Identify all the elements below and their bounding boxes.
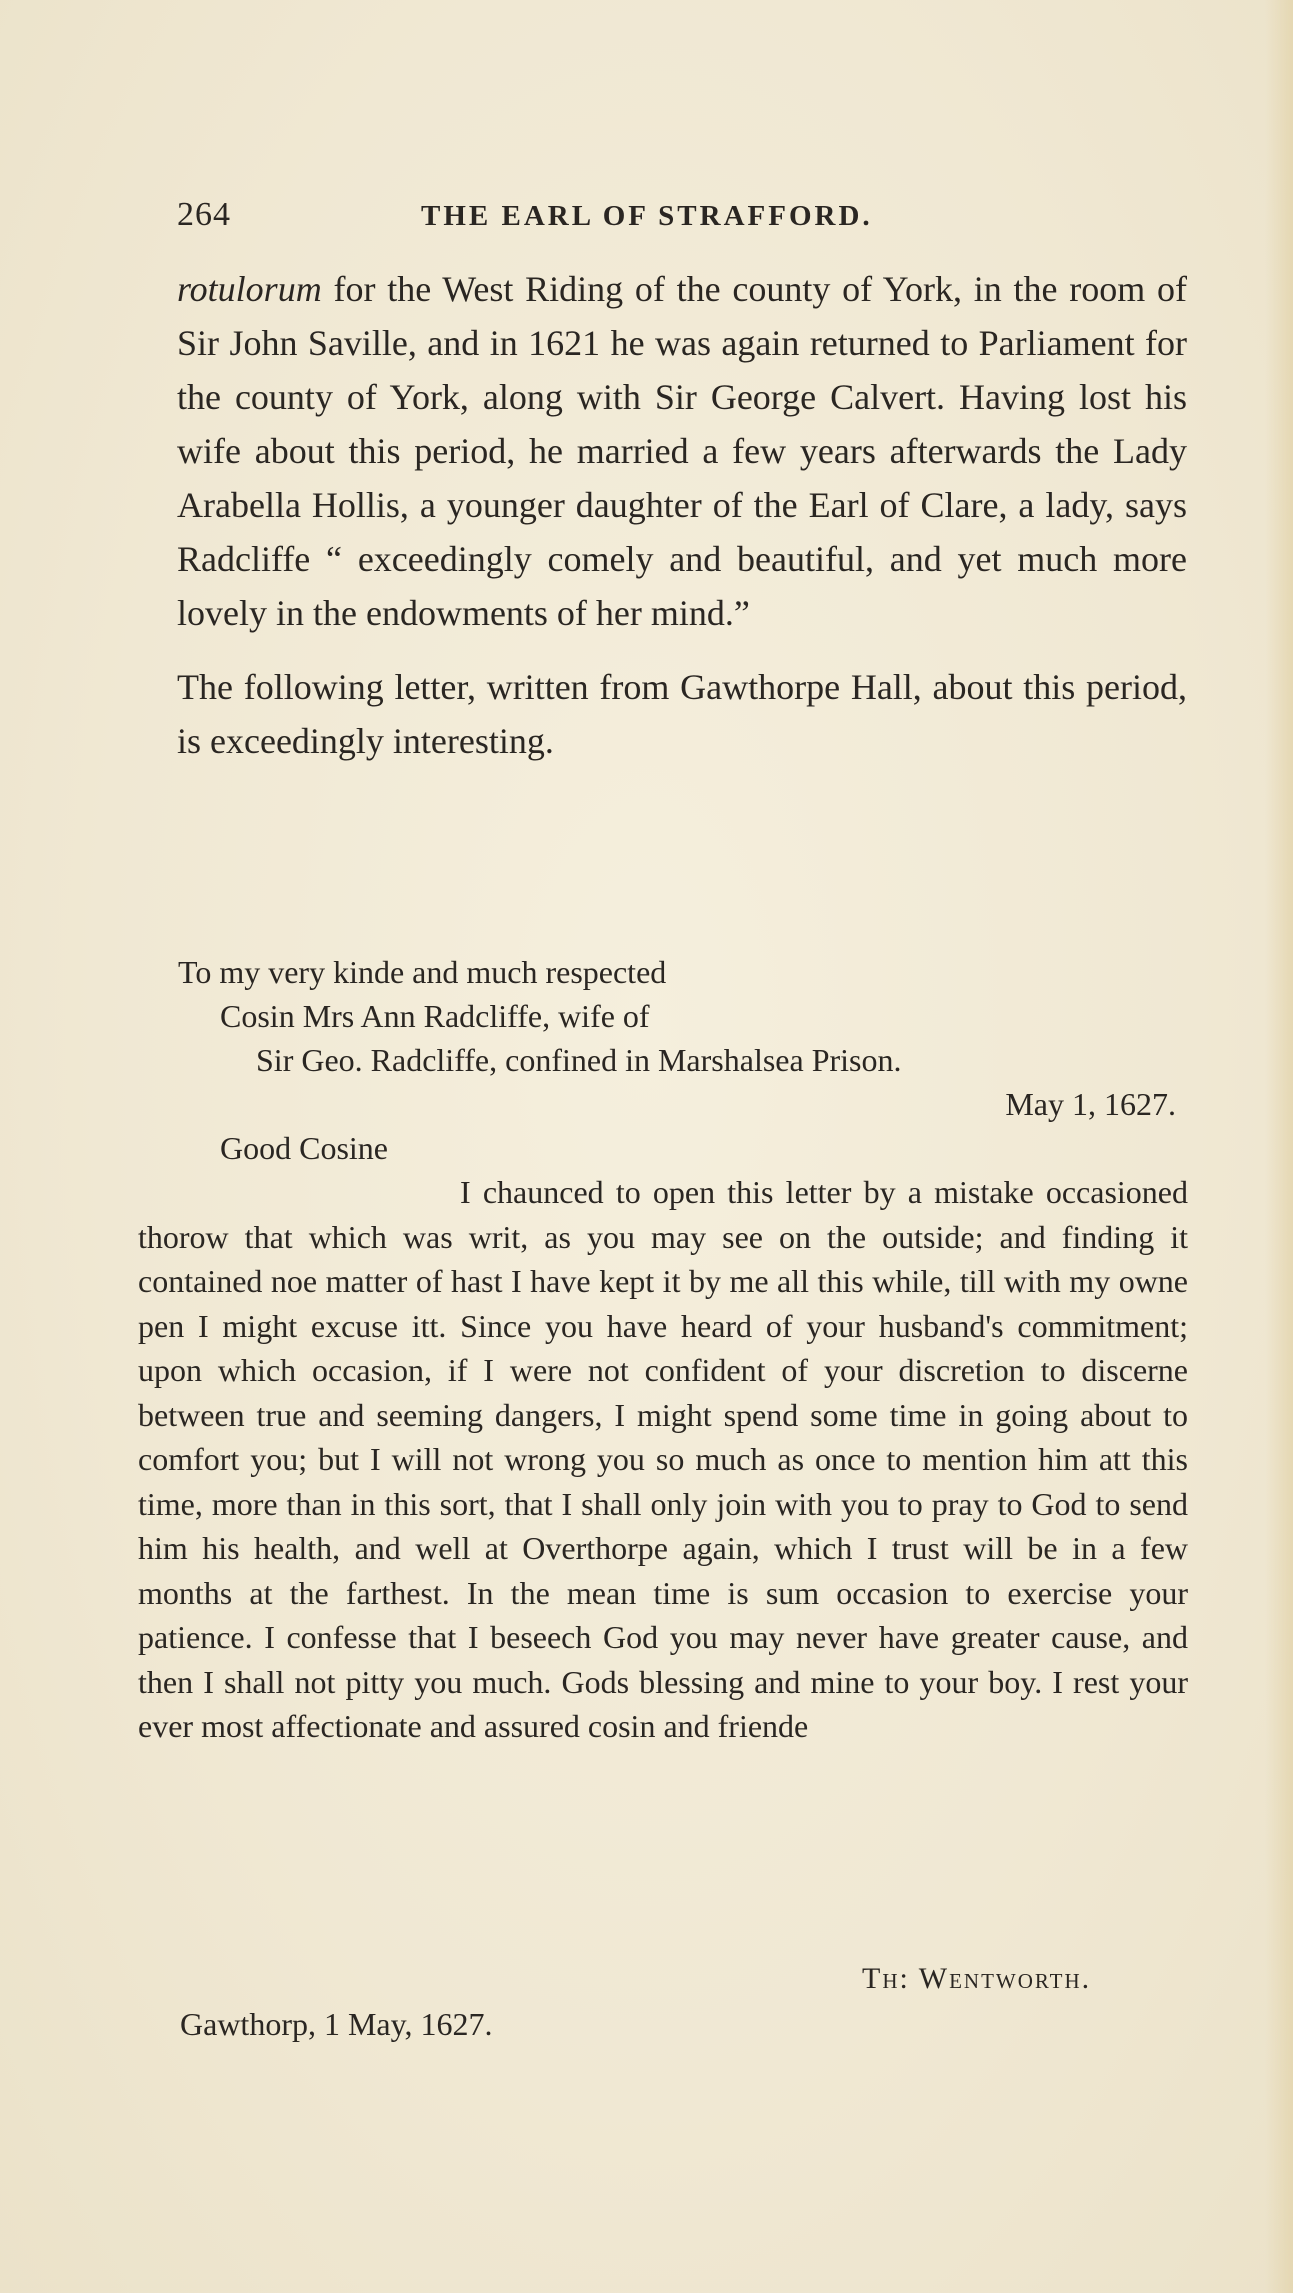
paragraph-2 <box>177 660 1187 768</box>
page-edge-shadow <box>1265 0 1293 2293</box>
letter-signature: Th: Wentworth. <box>862 1962 1092 1995</box>
paragraph-1 <box>177 262 1187 640</box>
letter-address-line-3: Sir Geo. Radcliffe, confined in Marshalsea Prison. <box>256 1042 902 1078</box>
letter <box>138 950 1188 1749</box>
page-header <box>177 196 1187 240</box>
letter-address-line-1: To my very kinde and much respected <box>178 954 667 990</box>
italic-lead-word: rotulorum <box>177 269 322 309</box>
page-number: 264 <box>177 196 231 233</box>
body-text <box>177 262 1187 768</box>
letter-address-line-2: Cosin Mrs Ann Radcliffe, wife of <box>220 998 650 1034</box>
paragraph-2-text: The following letter, written from Gawthorpe Hall, about this period, is exceedingly interesting. <box>177 667 1187 761</box>
paragraph-1-text: for the West Riding of the county of York, in the room of Sir John Saville, and in 1621 he was again returned to Parliament for the county of York, along with Sir George Calvert. Having lost his wife about this period, he married a few years afterwards the Lady Arabella Hollis, a younger daughter of the Earl of Clare, a lady, says Radcliffe “ exceedingly comely and beautiful, and yet much more lovely in the endowments of her mind.” <box>177 269 1187 633</box>
letter-date: May 1, 1627. <box>1005 1086 1176 1122</box>
running-title: THE EARL OF STRAFFORD. <box>421 200 873 232</box>
letter-body: I chaunced to open this letter by a mistake occasioned thorow that which was writ, as you may see on the outside; and finding it contained noe matter of hast I have kept it by me all this while, till with my owne pen I might excuse itt. Since you have heard of your husband's commitment; upon which occasion, if I were not confident of your discretion to discerne between true and seeming dangers, I might spend some time in going about to comfort you; but I will not wrong you so much as once to mention him att this time, more than in this sort, that I shall only join with you to pray to God to send him his health, and well at Overthorpe again, which I trust will be in a few months at the farthest. In the mean time is sum occasion to exercise your patience. I confesse that I beseech God you may never have greater cause, and then I shall not pitty you much. Gods blessing and mine to your boy. I rest your ever most affectionate and assured cosin and friende <box>138 1174 1188 1744</box>
letter-closing-date: Gawthorp, 1 May, 1627. <box>180 2006 493 2042</box>
letter-salutation: Good Cosine <box>220 1130 388 1166</box>
